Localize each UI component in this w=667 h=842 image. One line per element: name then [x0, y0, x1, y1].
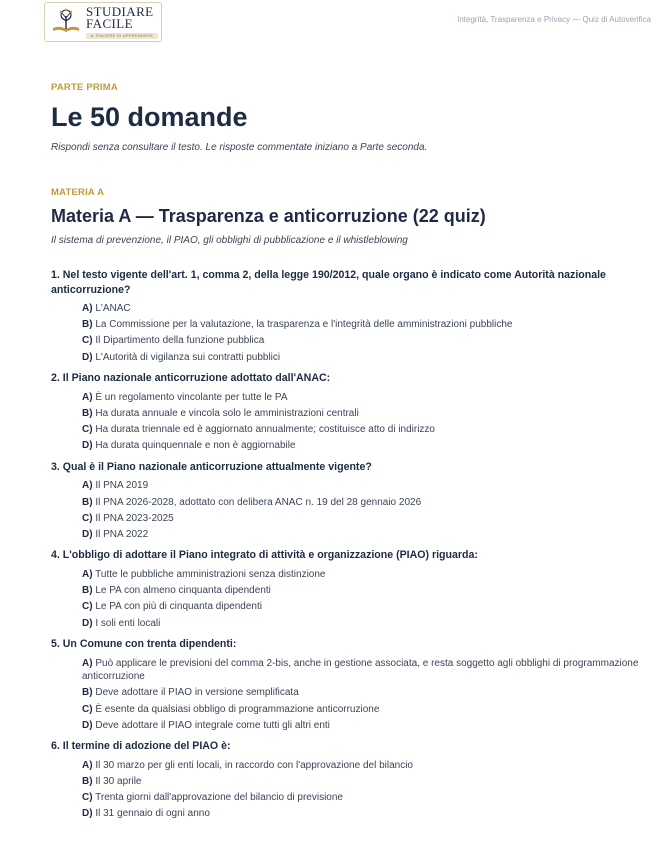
answer-option — [82, 686, 647, 700]
answer-option — [82, 391, 647, 405]
option-text: Ha durata quinquennale e non è aggiornabile — [95, 440, 296, 452]
answer-option — [82, 351, 647, 365]
option-text: Tutte le pubbliche amministrazioni senza distinzione — [95, 568, 326, 580]
question-text: 5. Un Comune con trenta dipendenti: — [51, 638, 237, 651]
answer-option — [82, 657, 647, 684]
option-text: È un regolamento vincolante per tutte le PA — [95, 391, 288, 403]
option-letter: B) — [82, 776, 93, 788]
answer-option — [82, 617, 647, 631]
option-letter: A) — [82, 568, 93, 580]
question-text: 3. Qual è il Piano nazionale anticorruzione attualmente vigente? — [51, 460, 372, 473]
option-text: La Commissione per la valutazione, la trasparenza e l'integrità delle amministrazioni pubbliche — [95, 319, 513, 331]
option-text: Il PNA 2026-2028, adottato con delibera ANAC n. 19 del 28 gennaio 2026 — [95, 496, 422, 508]
option-text: Il 31 gennaio di ogni anno — [95, 808, 210, 820]
option-text: Il Dipartimento della funzione pubblica — [95, 335, 265, 347]
question-list — [51, 268, 647, 828]
option-text: Il 30 aprile — [95, 776, 142, 788]
question-item — [51, 460, 647, 542]
question-item — [51, 371, 647, 453]
answer-option — [82, 407, 647, 421]
part-subtitle: Rispondi senza consultare il testo. Le risposte commentate iniziano a Parte seconda. — [51, 142, 428, 153]
answer-option — [82, 318, 647, 332]
option-text: Il PNA 2023-2025 — [95, 512, 174, 524]
question-text: 4. L'obbligo di adottare il Piano integrato di attività e organizzazione (PIAO) riguarda: — [51, 549, 478, 562]
answer-option — [82, 439, 647, 453]
answer-option — [82, 775, 647, 789]
logo-line-1: STUDIARE — [86, 4, 154, 19]
logo-tagline: IL PIACERE DI APPRENDERE — [86, 33, 158, 39]
option-letter: C) — [82, 792, 93, 804]
option-text: Deve adottare il PIAO in versione semplificata — [95, 687, 299, 699]
answer-option — [82, 423, 647, 437]
answer-option — [82, 759, 647, 773]
answer-option — [82, 600, 647, 614]
option-letter: A) — [82, 480, 93, 492]
option-letter: C) — [82, 703, 93, 715]
option-text: L'ANAC — [95, 303, 131, 314]
answer-option — [82, 719, 647, 733]
answer-option — [82, 512, 647, 526]
question-item — [51, 548, 647, 630]
question-text: 6. Il termine di adozione del PIAO è: — [51, 740, 231, 753]
option-letter: D) — [82, 808, 93, 820]
option-letter: C) — [82, 424, 93, 436]
option-letter: A) — [82, 391, 93, 403]
section-title: Materia A — Trasparenza e anticorruzione (22 quiz) — [51, 206, 486, 226]
option-text: Deve adottare il PIAO integrale come tutti gli altri enti — [95, 719, 330, 731]
open-book-tree-icon — [50, 6, 82, 38]
option-text: Trenta giorni dall'approvazione del bilancio di previsione — [95, 792, 343, 804]
option-letter: D) — [82, 528, 93, 540]
option-letter: C) — [82, 512, 93, 524]
option-text: Ha durata annuale e vincola solo le amministrazioni centrali — [95, 407, 359, 419]
option-text: Le PA con più di cinquanta dipendenti — [95, 601, 262, 613]
logo-line-2: FACILE — [86, 16, 133, 31]
logo — [44, 2, 162, 42]
option-text: Le PA con almeno cinquanta dipendenti — [95, 585, 271, 597]
question-item — [51, 739, 647, 821]
option-letter: B) — [82, 319, 93, 331]
option-letter: B) — [82, 407, 93, 419]
question-item — [51, 268, 647, 364]
option-text: Ha durata triennale ed è aggiornato annualmente; costituisce atto di indirizzo — [95, 424, 435, 436]
question-text: 2. Il Piano nazionale anticorruzione adottato dall'ANAC: — [51, 372, 331, 385]
answer-option — [82, 568, 647, 582]
answer-option — [82, 496, 647, 510]
answer-option — [82, 302, 647, 316]
option-letter: D) — [82, 617, 93, 629]
part-kicker: PARTE PRIMA — [51, 82, 118, 93]
question-item — [51, 637, 647, 732]
option-letter: B) — [82, 496, 93, 508]
option-letter: D) — [82, 440, 93, 452]
option-letter: A) — [82, 759, 93, 771]
answer-option — [82, 479, 647, 493]
answer-option — [82, 703, 647, 717]
question-text: 1. Nel testo vigente dell'art. 1, comma 2, della legge 190/2012, quale organo è indicato come Autorità nazionale anticorruzione? — [51, 269, 606, 296]
option-text: Il PNA 2022 — [95, 528, 149, 540]
section-kicker: MATERIA A — [51, 187, 105, 198]
logo-wordmark — [86, 6, 153, 30]
option-letter: C) — [82, 601, 93, 613]
answer-option — [82, 791, 647, 805]
answer-option — [82, 584, 647, 598]
option-letter: C) — [82, 335, 93, 347]
option-text: L'Autorità di vigilanza sui contratti pubblici — [95, 351, 281, 363]
option-text: È esente da qualsiasi obbligo di programmazione anticorruzione — [95, 703, 380, 715]
option-letter: A) — [82, 303, 93, 314]
option-text: Il PNA 2019 — [95, 480, 149, 492]
page-title: Le 50 domande — [51, 102, 248, 132]
option-letter: D) — [82, 351, 93, 363]
option-letter: B) — [82, 585, 93, 597]
header-title: Integrità, Trasparenza e Privacy — Quiz di Autoverifica — [457, 15, 651, 24]
option-text: Il 30 marzo per gli enti locali, in raccordo con l'approvazione del bilancio — [95, 759, 413, 771]
option-letter: A) — [82, 657, 93, 669]
option-letter: B) — [82, 687, 93, 699]
option-text: Può applicare le previsioni del comma 2-bis, anche in gestione associata, e resta soggetto agli obblighi di programmazione anticorruzione — [82, 657, 639, 683]
section-subtitle: Il sistema di prevenzione, il PIAO, gli obblighi di pubblicazione e il whistleblowing — [51, 235, 408, 246]
option-letter: D) — [82, 719, 93, 731]
answer-option — [82, 334, 647, 348]
option-text: I soli enti locali — [95, 617, 161, 629]
answer-option — [82, 807, 647, 821]
answer-option — [82, 528, 647, 542]
